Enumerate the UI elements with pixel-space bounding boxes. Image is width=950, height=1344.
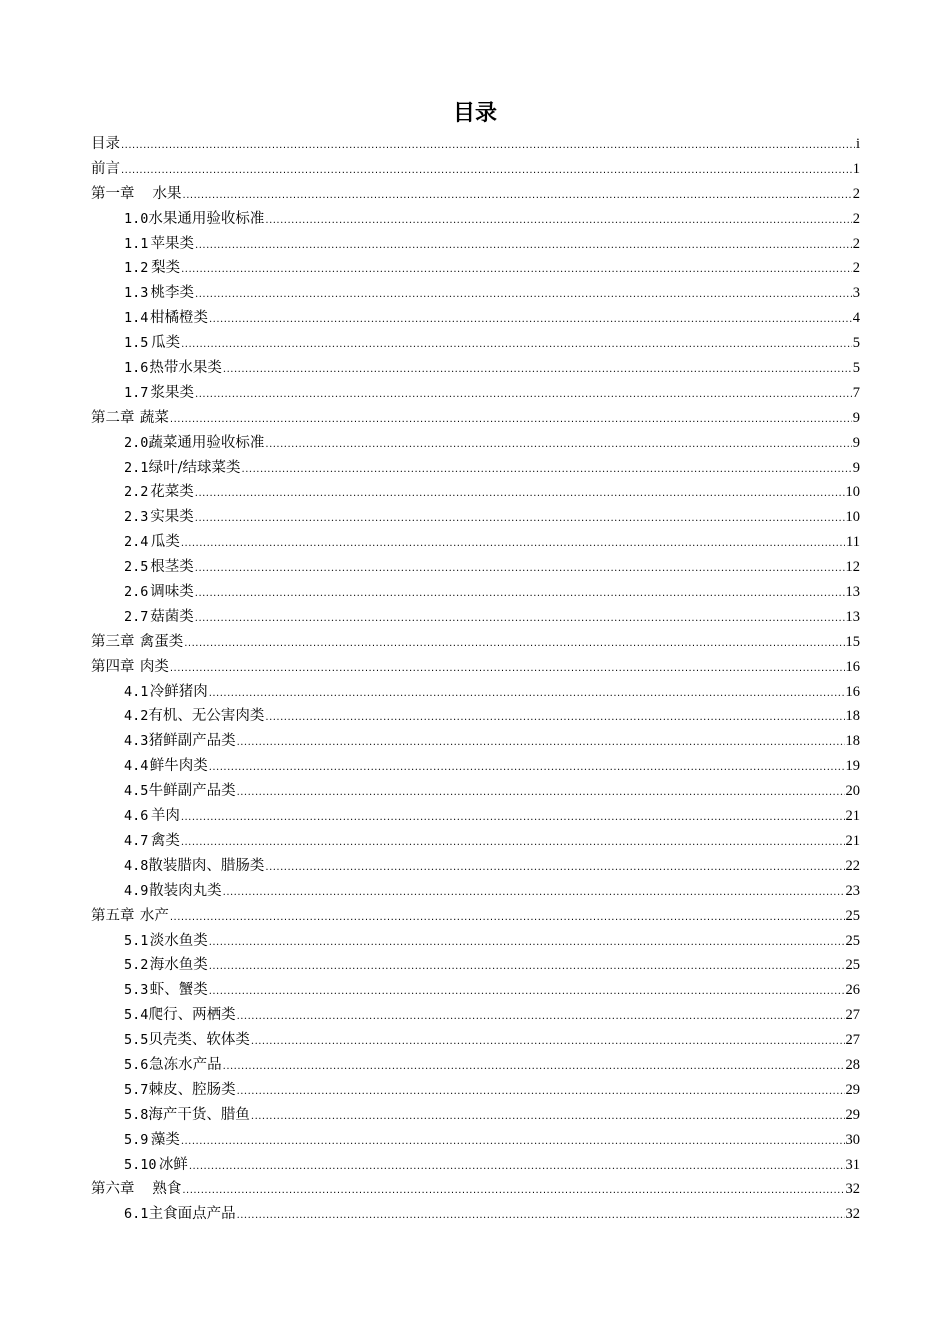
toc-leader-dots [265,433,851,458]
toc-entry-label: 桃李类 [150,285,195,302]
toc-entry-page: 29 [845,1106,860,1123]
toc-entry[interactable] [91,655,860,680]
toc-entry-number: 1.1 [124,235,149,252]
toc-entry[interactable] [91,729,860,754]
toc-entry-page: 32 [845,1181,860,1198]
toc-entry-number: 2.2 [124,484,149,501]
toc-entry-number: 4.1 [124,683,149,700]
toc-entry-number: 5.4 [124,1007,149,1024]
toc-entry-number: 4.4 [124,758,149,775]
toc-leader-dots [195,383,852,408]
toc-entry-page: 1 [852,160,860,177]
toc-entry[interactable] [91,232,860,257]
toc-entry-number: 5.3 [124,982,149,999]
toc-entry-label: 鲜牛肉类 [149,758,208,775]
toc-leader-dots [170,657,845,682]
toc-entry-page: 16 [845,658,860,675]
toc-entry-label: 梨类 [151,260,181,277]
toc-entry-label: 热带水果类 [149,360,222,377]
toc-entry-number: 2.1 [124,459,149,476]
toc-entry-label: 牛鲜副产品类 [148,783,236,800]
toc-entry-page: 25 [845,957,860,974]
toc-entry-label: 散装肉丸类 [149,882,222,899]
toc-entry[interactable] [91,1202,860,1227]
toc-entry-number: 第三章 [91,633,135,650]
toc-entry-page: 18 [845,708,860,725]
toc-leader-dots [181,333,852,358]
toc-entry-label: 淡水鱼类 [149,932,208,949]
toc-leader-dots [121,134,855,159]
toc-leader-dots [237,781,845,806]
toc-entry[interactable] [91,630,860,655]
toc-entry-number: 第四章 [91,658,135,675]
toc-entry-page: 2 [852,235,860,252]
toc-entry-page: 2 [852,260,860,277]
toc-leader-dots [170,408,852,433]
toc-leader-dots [209,955,845,980]
toc-entry-label: 绿叶/结球菜类 [148,459,241,476]
toc-leader-dots [195,234,852,259]
toc-entry-label: 前言 [91,160,120,177]
toc-entry-page: 9 [852,459,860,476]
toc-entry[interactable] [91,829,860,854]
toc-leader-dots [181,532,845,557]
toc-leader-dots [209,980,845,1005]
toc-entry[interactable] [91,680,860,705]
toc-entry-label: 猪鲜副产品类 [148,733,236,750]
toc-leader-dots [195,482,845,507]
toc-leader-dots [170,906,845,931]
toc-entry[interactable] [91,978,860,1003]
toc-entry-label: 虾、蟹类 [149,982,208,999]
toc-leader-dots [183,184,852,209]
toc-entry-page: 30 [845,1131,860,1148]
toc-entry[interactable] [91,605,860,630]
toc-entry[interactable] [91,804,860,829]
toc-entry-label: 调味类 [150,584,194,601]
toc-entry-label: 根茎类 [150,559,194,576]
toc-entry-number: 1.6 [124,360,149,377]
toc-entry[interactable] [91,1053,860,1078]
toc-leader-dots [251,1030,845,1055]
toc-entry[interactable] [91,505,860,530]
toc-entry-label: 海水鱼类 [149,957,208,974]
toc-entry-label: 棘皮、腔肠类 [148,1081,236,1098]
toc-entry-page: 11 [846,534,860,551]
toc-entry-page: 32 [845,1206,860,1223]
toc-entry-page: 18 [845,733,860,750]
toc-entry-number: 第五章 [91,907,135,924]
toc-entry-number: 2.6 [124,584,149,601]
toc-entry-label: 苹果类 [150,235,195,252]
toc-entry-page: 3 [852,285,860,302]
toc-entry-label: 肉类 [139,658,169,675]
toc-entry-label: 水果 [152,185,182,202]
toc-entry-label: 藻类 [150,1131,180,1148]
toc-entry-page: 21 [845,808,860,825]
toc-leader-dots [195,507,845,532]
toc-leader-dots [181,1130,845,1155]
toc-entry-number: 2.3 [124,509,149,526]
toc-entry-number: 5.5 [124,1032,149,1049]
toc-entry-label: 花菜类 [150,484,194,501]
toc-entry[interactable] [91,456,860,481]
toc-entry-page: 29 [845,1081,860,1098]
toc-leader-dots [195,607,845,632]
toc-entry[interactable] [91,356,860,381]
toc-entry[interactable] [91,281,860,306]
toc-leader-dots [195,283,852,308]
toc-entry-page: 22 [845,857,860,874]
toc-entry-number: 1.7 [124,384,149,401]
toc-entry[interactable] [91,1078,860,1103]
toc-leader-dots [223,881,845,906]
toc-leader-dots [181,831,845,856]
toc-leader-dots [195,582,845,607]
toc-entry-label: 瓜类 [151,335,181,352]
toc-leader-dots [209,308,852,333]
toc-entry-number: 2.4 [124,534,149,551]
toc-entry-label: 菇菌类 [150,608,194,625]
toc-leader-dots [189,1155,845,1180]
toc-entry-page: 5 [852,360,860,377]
toc-entry-page: 16 [845,683,860,700]
toc-entry-label: 急冻水产品 [149,1056,222,1073]
toc-entry-number: 5.1 [124,932,149,949]
toc-leader-dots [181,258,852,283]
toc-list [91,132,860,1227]
toc-entry-label: 禽类 [150,832,180,849]
toc-entry[interactable] [91,207,860,232]
toc-entry-label: 海产干货、腊鱼 [148,1106,250,1123]
toc-leader-dots [265,856,844,881]
toc-entry[interactable] [91,555,860,580]
toc-entry-number: 2.5 [124,559,149,576]
toc-leader-dots [223,358,852,383]
toc-entry-label: 冰鲜 [158,1156,188,1173]
toc-entry-page: i [855,136,860,152]
toc-entry-number: 5.8 [124,1106,149,1123]
toc-entry[interactable] [91,953,860,978]
toc-entry-label: 瓜类 [150,534,180,551]
toc-entry-number: 4.5 [124,783,149,800]
toc-leader-dots [195,557,845,582]
toc-entry[interactable] [91,929,860,954]
toc-entry-label: 浆果类 [150,384,195,401]
toc-entry-label: 蔬菜通用验收标准 [148,434,265,451]
toc-leader-dots [237,1204,845,1229]
toc-entry[interactable] [91,406,860,431]
toc-entry[interactable] [91,306,860,331]
toc-entry-number: 2.0 [124,434,149,451]
toc-entry-page: 25 [845,907,860,924]
toc-entry[interactable] [91,431,860,456]
toc-entry-page: 21 [845,832,860,849]
toc-entry-number: 4.2 [124,708,149,725]
toc-entry-page: 20 [845,783,860,800]
toc-entry-page: 13 [845,584,860,601]
toc-entry-label: 主食面点产品 [148,1206,236,1223]
toc-entry-page: 27 [845,1007,860,1024]
toc-entry[interactable] [91,132,860,157]
toc-entry-number: 1.0 [124,210,149,227]
toc-entry[interactable] [91,580,860,605]
toc-entry-number: 5.6 [124,1056,149,1073]
toc-entry-page: 13 [845,608,860,625]
toc-entry-page: 27 [845,1032,860,1049]
toc-entry-page: 26 [845,982,860,999]
toc-entry[interactable] [91,1128,860,1153]
toc-entry[interactable] [91,854,860,879]
toc-entry-number: 第二章 [91,409,135,426]
toc-entry-label: 冷鲜猪肉 [149,683,208,700]
toc-entry-number: 5.2 [124,957,149,974]
toc-entry-page: 15 [845,633,860,650]
toc-leader-dots [209,756,845,781]
toc-leader-dots [184,632,844,657]
toc-leader-dots [209,682,845,707]
toc-leader-dots [265,209,851,234]
toc-entry-label: 羊肉 [150,808,180,825]
toc-entry-number: 1.2 [124,260,149,277]
toc-entry-label: 熟食 [152,1181,182,1198]
toc-entry-number: 4.6 [124,808,149,825]
toc-entry-number: 4.9 [124,882,149,899]
toc-entry-page: 2 [852,185,860,202]
toc-entry-number: 第六章 [91,1181,135,1198]
toc-entry-label: 水果通用验收标准 [148,210,265,227]
toc-entry[interactable] [91,256,860,281]
toc-entry-page: 4 [852,310,860,327]
toc-entry[interactable] [91,904,860,929]
toc-entry[interactable] [91,704,860,729]
toc-entry-number: 1.4 [124,310,149,327]
toc-entry-label: 蔬菜 [139,409,169,426]
toc-entry-number: 1.5 [124,335,149,352]
toc-leader-dots [237,1080,845,1105]
toc-entry-number: 4.3 [124,733,149,750]
toc-entry-page: 7 [852,384,860,401]
toc-entry-number: 6.1 [124,1206,149,1223]
toc-entry[interactable] [91,480,860,505]
toc-leader-dots [182,1179,844,1204]
toc-entry-label: 爬行、两栖类 [148,1007,236,1024]
toc-entry[interactable] [91,1177,860,1202]
toc-entry[interactable] [91,1153,860,1178]
toc-entry-label: 实果类 [150,509,194,526]
toc-entry-page: 19 [845,758,860,775]
toc-entry-page: 23 [845,882,860,899]
toc-leader-dots [237,1005,845,1030]
toc-entry-label: 散装腊肉、腊肠类 [148,857,265,874]
toc-entry-number: 5.9 [124,1131,149,1148]
toc-entry-label: 柑橘橙类 [149,310,208,327]
toc-entry[interactable] [91,1003,860,1028]
toc-leader-dots [223,1055,845,1080]
toc-entry-label: 水产 [139,907,169,924]
toc-entry[interactable] [91,182,860,207]
toc-entry[interactable] [91,381,860,406]
toc-leader-dots [237,731,845,756]
toc-entry-page: 9 [852,434,860,451]
toc-title: 目录 [452,101,497,126]
toc-entry[interactable] [91,754,860,779]
toc-leader-dots [181,806,845,831]
toc-entry-page: 10 [845,484,860,501]
toc-leader-dots [242,458,852,483]
toc-entry[interactable] [91,157,860,182]
toc-entry-page: 31 [845,1156,860,1173]
toc-entry[interactable] [91,1103,860,1128]
toc-entry-number: 5.10 [124,1156,157,1173]
toc-leader-dots [121,159,852,184]
toc-entry-page: 25 [845,932,860,949]
toc-entry-number: 第一章 [91,185,135,202]
toc-entry[interactable] [91,530,860,555]
toc-entry-label: 有机、无公害肉类 [148,708,265,725]
toc-entry-page: 9 [852,409,860,426]
toc-entry-label: 目录 [91,136,120,152]
toc-entry-page: 2 [852,210,860,227]
toc-entry-number: 1.3 [124,285,149,302]
toc-entry-number: 2.7 [124,608,149,625]
toc-leader-dots [265,706,844,731]
toc-entry[interactable] [91,1028,860,1053]
toc-entry-label: 贝壳类、软体类 [148,1032,250,1049]
toc-leader-dots [251,1105,845,1130]
toc-entry[interactable] [91,331,860,356]
toc-entry-number: 4.8 [124,857,149,874]
toc-entry-page: 5 [852,335,860,352]
toc-entry-page: 10 [845,509,860,526]
toc-entry[interactable] [91,779,860,804]
toc-entry-page: 28 [845,1056,860,1073]
toc-leader-dots [209,931,845,956]
toc-entry[interactable] [91,879,860,904]
toc-entry-number: 4.7 [124,832,149,849]
toc-entry-number: 5.7 [124,1081,149,1098]
toc-entry-label: 禽蛋类 [139,633,184,650]
toc-entry-page: 12 [845,559,860,576]
